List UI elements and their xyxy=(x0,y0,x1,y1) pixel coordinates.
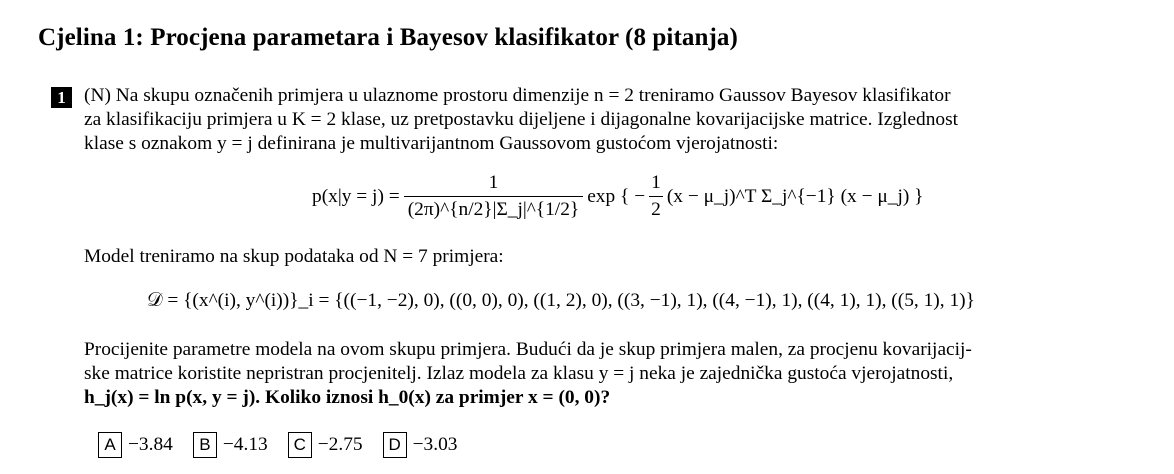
half-numerator: 1 xyxy=(651,172,661,193)
density-denominator: (2π)^{n/2}|Σ_j|^{1/2} xyxy=(404,196,584,221)
density-lhs: p(x|y = j) = xyxy=(312,185,400,207)
section-title: Cjelina 1: Procjena parametara i Bayesov klasifikator (8 pitanja) xyxy=(38,24,738,51)
intro-line-2: za klasifikaciju primjera u K = 2 klase, uz pretpostavku dijeljene i dijagonalne kovarijacijske matrice. Izglednost xyxy=(84,109,959,130)
answer-value-a: −3.84 xyxy=(128,434,173,455)
answer-letter-a[interactable]: A xyxy=(98,432,122,458)
exponent-body: (x − μ_j)^T Σ_j^{−1} (x − μ_j) } xyxy=(666,185,924,207)
half-fraction xyxy=(649,172,663,221)
answer-value-c: −2.75 xyxy=(317,434,363,455)
density-formula xyxy=(312,172,923,221)
density-numerator: 1 xyxy=(488,172,499,193)
task-line-3: h_j(x) = ln p(x, y = j). Koliko iznosi h_0(x) za primjer x = (0, 0)? xyxy=(84,387,611,408)
answer-letter-b[interactable]: B xyxy=(193,432,217,458)
dataset-formula: 𝒟 = {(x^(i), y^(i))}_i = {((−1, −2), 0), ((0, 0), 0), ((1, 2), 0), ((3, −1), 1), ((4, −1), 1), ((4, 1), 1), ((5, 1), 1)} xyxy=(147,290,975,311)
task-line-2: ske matrice koristite nepristran procjenitelj. Izlaz modela za klasu y = j neka je zajednička gustoća vjerojatnosti, xyxy=(84,363,954,384)
answer-option-d[interactable] xyxy=(383,432,458,458)
answer-value-d: −3.03 xyxy=(412,434,458,455)
dataset-intro: Model treniramo na skup podataka od N = 7 primjera: xyxy=(84,246,504,267)
answer-letter-c[interactable]: C xyxy=(288,432,312,458)
answer-option-c[interactable] xyxy=(288,432,363,458)
answer-value-b: −4.13 xyxy=(222,434,268,455)
answer-options xyxy=(98,432,478,458)
intro-line-3: klase s oznakom y = j definirana je multivarijantnom Gaussovom gustoćom vjerojatnosti: xyxy=(84,133,779,154)
exp-prefix: exp { − xyxy=(587,185,646,207)
question-number-badge: 1 xyxy=(51,87,72,108)
half-denominator: 2 xyxy=(649,196,663,221)
answer-letter-d[interactable]: D xyxy=(383,432,407,458)
question-task xyxy=(84,338,972,410)
density-fraction xyxy=(404,172,584,221)
intro-line-1: (N) Na skupu označenih primjera u ulaznome prostoru dimenzije n = 2 treniramo Gaussov Bayesov klasifikator xyxy=(84,85,951,106)
answer-option-a[interactable] xyxy=(98,432,173,458)
task-line-1: Procijenite parametre modela na ovom skupu primjera. Budući da je skup primjera malen, za procjenu kovarijacij- xyxy=(84,339,972,360)
question-intro xyxy=(84,84,958,156)
answer-option-b[interactable] xyxy=(193,432,268,458)
